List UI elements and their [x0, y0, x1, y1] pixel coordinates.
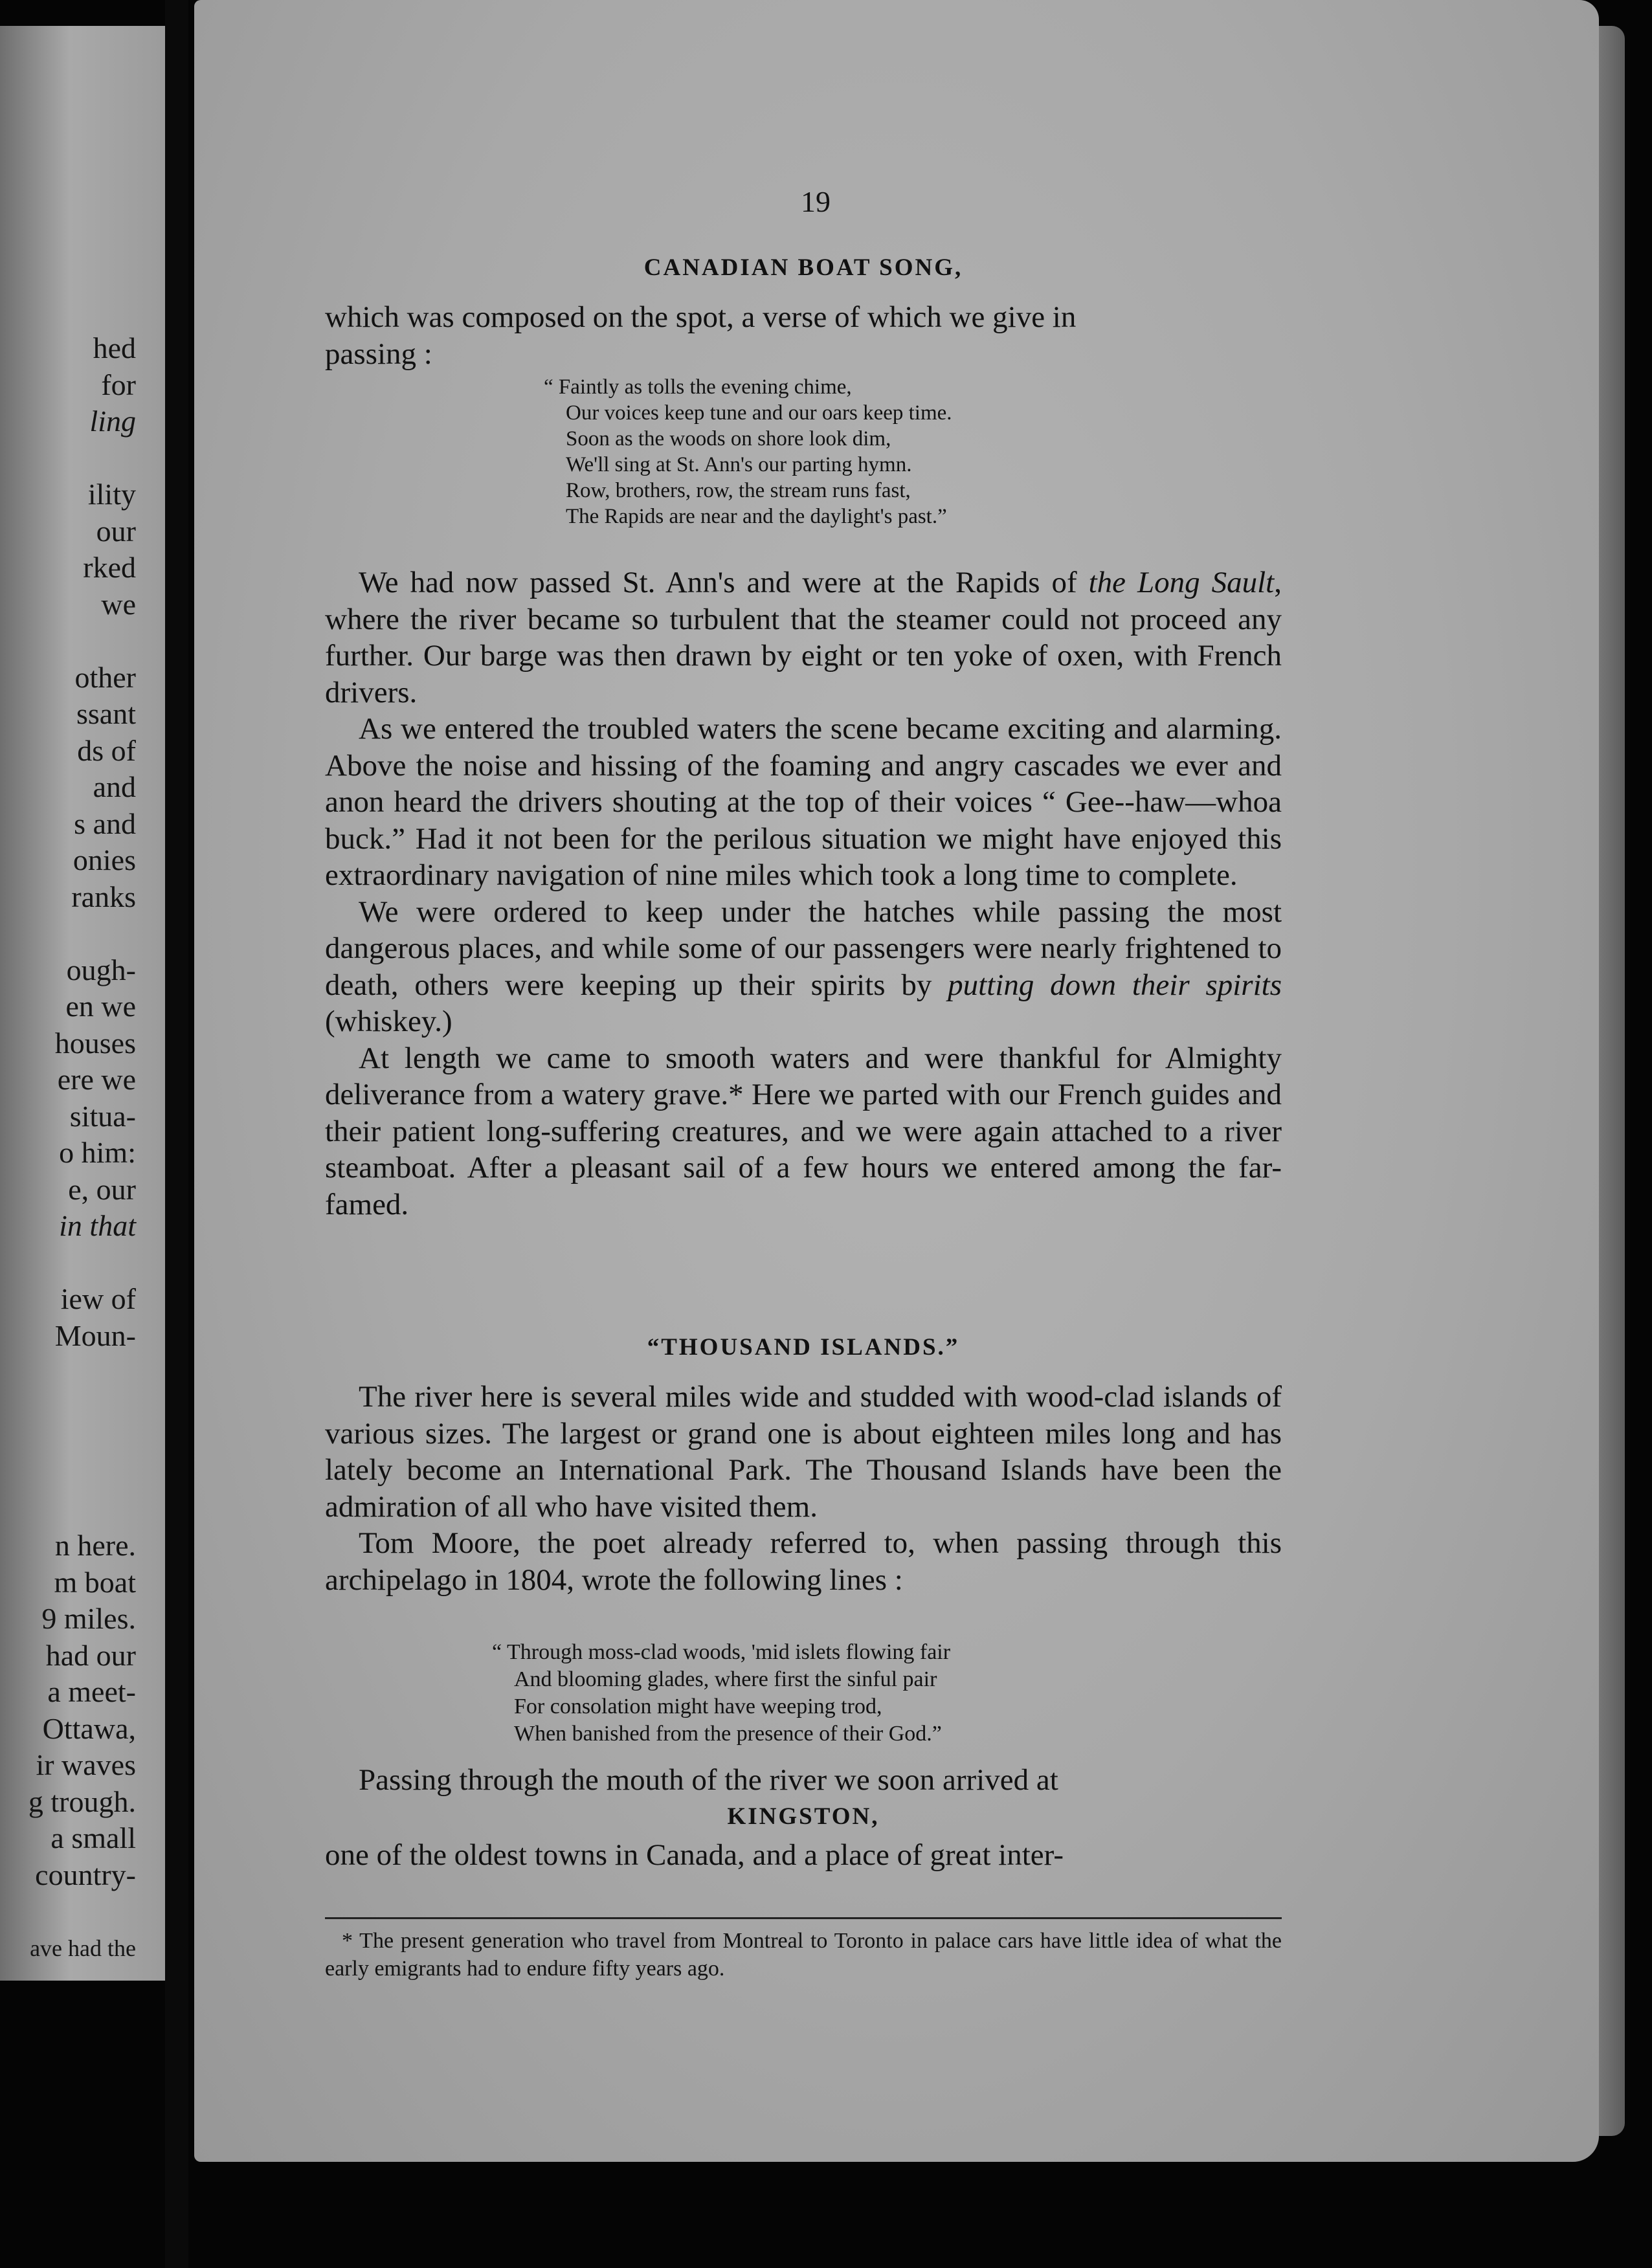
previous-page-line: had our: [45, 1638, 136, 1672]
previous-page-line: a meet-: [47, 1675, 136, 1708]
place-name-long-sault: the Long Sault: [1088, 566, 1275, 599]
paragraph-mouth-of-river: Passing through the mouth of the river we soon arrived at: [359, 1763, 1058, 1797]
verse-line: For consolation might have weeping trod,: [514, 1695, 882, 1718]
paragraph-hatches: We were ordered to keep under the hatches while passing the most dangerous places, and while some of our passengers were nearly frightened to death, others were keeping up their spirits by putting down their spirits (whiskey.): [325, 895, 1282, 1038]
page-number: 19: [801, 185, 831, 218]
previous-page-line: ir waves: [36, 1748, 136, 1781]
main-text: [325, 564, 1282, 1223]
previous-page-line: s and: [74, 806, 136, 840]
previous-page-line: Ottawa,: [42, 1711, 136, 1745]
previous-page-line: o him:: [59, 1136, 136, 1169]
verse-line: Our voices keep tune and our oars keep time.: [566, 401, 952, 425]
tom-moore-verse: [492, 1639, 1269, 1748]
verse-line: “ Faintly as tolls the evening chime,: [544, 375, 852, 399]
previous-page-line: n here.: [54, 1529, 136, 1562]
previous-page-line: g trough.: [28, 1784, 136, 1818]
previous-page-line: Moun-: [54, 1318, 136, 1352]
previous-page-line: en we: [65, 990, 136, 1023]
verse-line: Row, brothers, row, the stream runs fast,: [566, 479, 911, 502]
previous-page-gap: [28, 1893, 136, 1930]
previous-page-line: a small: [50, 1821, 136, 1854]
previous-page-text-bottom: [28, 1528, 136, 1966]
intro-block: [325, 299, 1282, 372]
previous-page-footnote-line: ave had the: [30, 1935, 136, 1961]
canadian-boat-song-heading: CANADIAN BOAT SONG,: [643, 254, 963, 281]
previous-page-line: iew of: [60, 1282, 136, 1315]
verse-line: When banished from the presence of their God.”: [514, 1722, 942, 1746]
footnote-rule: [325, 1917, 1282, 1919]
previous-page-line: for: [101, 368, 136, 401]
previous-page-line: ling: [89, 405, 136, 438]
previous-page: [0, 26, 175, 1981]
thousand-islands-heading-block: [325, 1333, 1282, 1361]
previous-page-line: e, our: [68, 1172, 136, 1206]
verse-line: “ Through moss-clad woods, 'mid islets flowing fair: [492, 1640, 951, 1664]
previous-page-line: we: [101, 587, 136, 621]
previous-page-line: hed: [93, 331, 136, 364]
previous-page-line: ility: [87, 478, 136, 511]
previous-page-gap: [55, 1245, 136, 1282]
verse-line: The Rapids are near and the daylight's past.”: [566, 505, 947, 528]
previous-page-line: 9 miles.: [41, 1602, 136, 1635]
previous-page-line: onies: [73, 843, 136, 876]
paragraph-long-sault: We had now passed St. Ann's and were at the Rapids of the Long Sault, where the river became so turbulent that the steamer could not proceed any further. Our barge was then drawn by eight or ten yoke of oxen, with French drivers.: [325, 566, 1282, 709]
footnote-block: [325, 1917, 1282, 1983]
previous-page-line: in that: [59, 1209, 136, 1242]
previous-page-line: country-: [35, 1858, 136, 1891]
previous-page-line: our: [96, 514, 136, 548]
previous-page-line: houses: [54, 1026, 136, 1060]
previous-page-line: ranks: [71, 880, 136, 913]
paragraph-river-islands: The river here is several miles wide and studded with wood-clad islands of various sizes. The largest or grand one is about eighteen miles long and has lately become an International Park. The Thousand Islands have been the admiration of all who have visited them.: [325, 1380, 1282, 1524]
kingston-heading: KINGSTON,: [727, 1803, 880, 1830]
footnote: * The present generation who travel from Montreal to Toronto in palace cars have little idea of what the early emigrants had to endure fifty years ago.: [325, 1929, 1282, 1981]
previous-page-line: ssant: [76, 697, 136, 730]
italic-phrase-spirits: putting down their spirits: [948, 968, 1282, 1002]
previous-page-line: other: [74, 660, 136, 694]
previous-page-line: rked: [83, 551, 136, 584]
previous-page-text-top: [55, 330, 136, 1354]
verse-line: Soon as the woods on shore look dim,: [566, 427, 891, 450]
thousand-islands-text: [325, 1379, 1282, 1598]
verse-line: And blooming glades, where first the sinful pair: [514, 1667, 937, 1691]
previous-page-line: ere we: [57, 1063, 136, 1096]
previous-page-line: ough-: [66, 953, 136, 986]
thousand-islands-heading: “THOUSAND ISLANDS.”: [647, 1334, 960, 1361]
previous-page-line: and: [93, 770, 136, 803]
intro-line-1: which was composed on the spot, a verse of which we give in: [325, 300, 1077, 334]
previous-page-line: situa-: [69, 1099, 136, 1133]
previous-page-gap: [55, 440, 136, 477]
paragraph-smooth-waters: At length we came to smooth waters and were thankful for Almighty deliverance from a watery grave.* Here we parted with our French guides and their patient long-suffering creatures, and we were again attached to a river steamboat. After a pleasant sail of a few hours we entered among the far-famed.: [325, 1041, 1282, 1221]
book-spine: [165, 0, 188, 2268]
canadian-boat-song-heading-block: [325, 254, 1282, 282]
previous-page-gap: [55, 623, 136, 660]
paragraph-troubled-waters: As we entered the troubled waters the scene became exciting and alarming. Above the noise and hissing of the foaming and angry cascades we ever and anon heard the drivers shouting at the top of their voices “ Gee--haw—whoa buck.” Had it not been for the perilous situation we might have enjoyed this extraordinary navigation of nine miles which took a long time to complete.: [325, 712, 1282, 892]
boat-song-verse: [544, 374, 1269, 529]
kingston-block: [325, 1762, 1282, 1873]
verse-line: We'll sing at St. Ann's our parting hymn.: [566, 453, 912, 476]
intro-line-2: passing :: [325, 337, 432, 371]
paragraph-oldest-towns: one of the oldest towns in Canada, and a place of great inter-: [325, 1838, 1064, 1872]
previous-page-line: m boat: [54, 1565, 136, 1599]
previous-page-gap: [55, 915, 136, 952]
previous-page-line: ds of: [77, 733, 136, 767]
paragraph-tom-moore: Tom Moore, the poet already referred to, when passing through this archipelago in 1804, wrote the following lines :: [325, 1526, 1282, 1597]
